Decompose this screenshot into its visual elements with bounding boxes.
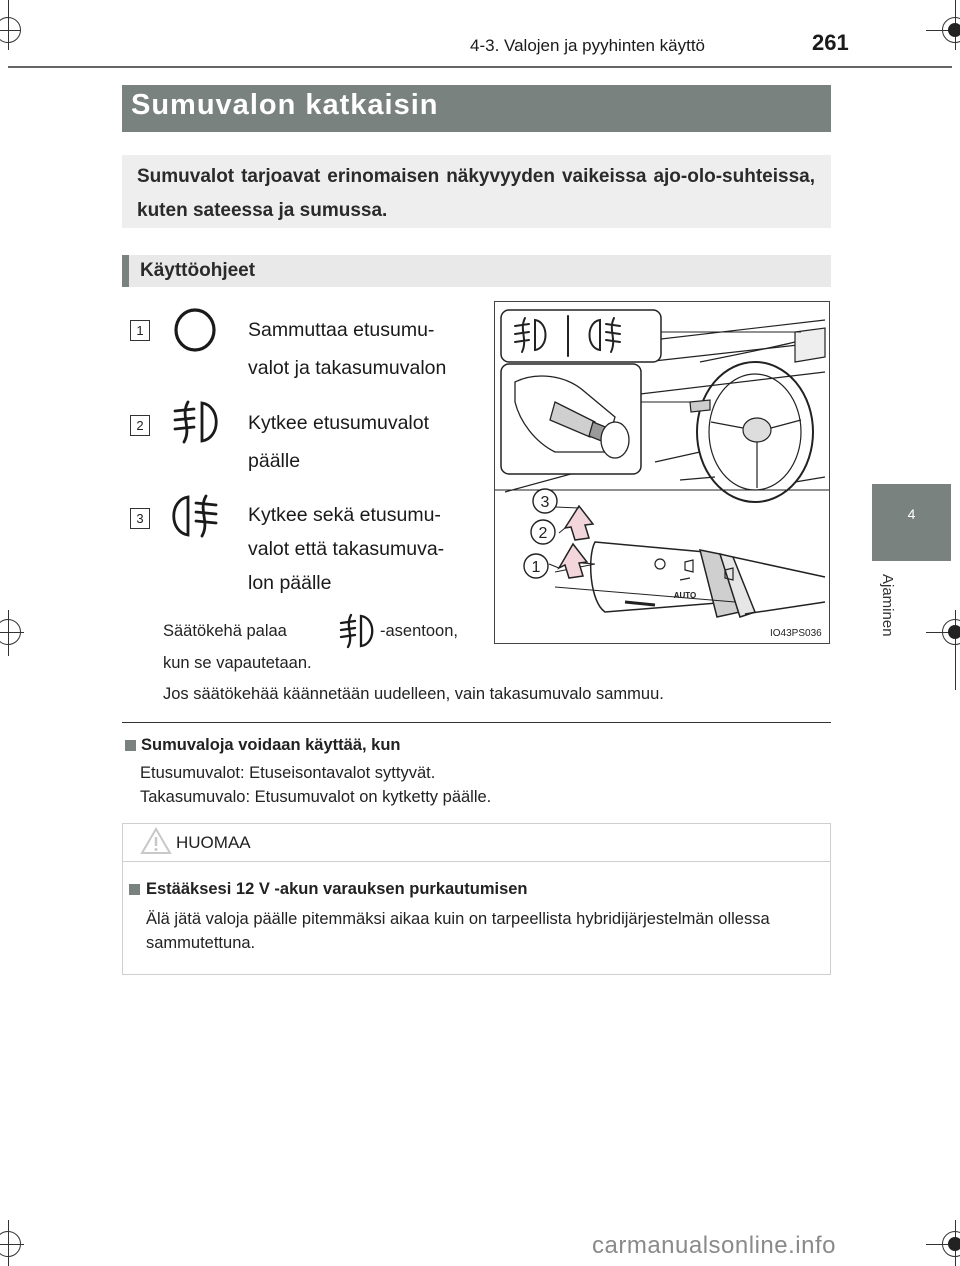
page-title: Sumuvalon katkaisin [131,89,439,121]
item-desc-3-line-3: lon päälle [248,572,332,594]
repeat-note: Jos säätökehää käännetään uudelleen, vain takasumuvalo sammuu. [163,685,664,703]
figure-callout-2: 2 [538,525,548,542]
bullet-square-icon [125,740,136,751]
return-note-line-b: -asentoon, [380,622,458,640]
conditions-line-2: Takasumuvalo: Etusumuvalot on kytketty päälle. [140,788,492,806]
figure-code: IO43PS036 [770,628,822,639]
item-desc-1-line-1: Sammuttaa etusumu- [248,319,435,341]
chapter-tab [872,484,951,561]
notice-heading: Estääksesi 12 V -akun varauksen purkautumisen [146,880,528,898]
off-circle-icon [170,306,220,354]
warning-triangle-icon [140,826,172,856]
return-note-line-c: kun se vapautetaan. [163,654,312,672]
front-fog-icon [166,398,226,446]
page-number: 261 [812,30,849,55]
instructions-accent [122,255,129,287]
front-fog-small-icon [334,612,380,650]
figure-callout-1: 1 [531,559,541,576]
fog-switch-illustration [495,302,829,643]
item-number-2: 2 [130,415,150,436]
instructions-heading: Käyttöohjeet [140,260,256,281]
item-number-3: 3 [130,508,150,529]
notice-bullet-square-icon [129,884,140,895]
section-divider [122,722,831,723]
chapter-label: Ajaminen [879,574,896,637]
item-desc-2 [248,404,476,480]
figure-auto-label: AUTO [673,591,697,600]
item-desc-3 [248,498,476,600]
section-header: 4-3. Valojen ja pyyhinten käyttö [470,36,705,55]
item-desc-3-line-1: Kytkee sekä etusumu- [248,504,441,526]
return-note-line-a: Säätökehä palaa [163,622,287,640]
item-desc-3-line-2: valot että takasumuva- [248,538,445,560]
notice-title: HUOMAA [176,833,251,852]
conditions-heading: Sumuvaloja voidaan käyttää, kun [141,736,401,754]
header-divider [8,66,952,68]
notice-text: Älä jätä valoja päälle pitemmäksi aikaa kuin on tarpeellista hybridijärjestelmän ollessa sammutettuna. [146,910,770,952]
intro-text: Sumuvalot tarjoavat erinomaisen näkyvyyden vaikeissa ajo-olo-suhteissa, kuten sateessa ja sumussa. [137,166,815,221]
chapter-label-wrap [878,574,896,654]
chapter-number: 4 [907,506,916,522]
item-desc-1 [248,311,476,387]
item-desc-2-line-1: Kytkee etusumuvalot [248,412,430,434]
item-number-1: 1 [130,320,150,341]
item-desc-1-line-2: valot ja takasumuvalon [248,357,447,379]
figure-callout-3: 3 [540,494,550,511]
notice-divider [123,861,830,862]
item-desc-2-line-2: päälle [248,450,301,472]
watermark: carmanualsonline.info [592,1232,836,1259]
conditions-line-1: Etusumuvalot: Etuseisontavalot syttyvät. [140,764,436,782]
rear-fog-icon [166,492,226,540]
